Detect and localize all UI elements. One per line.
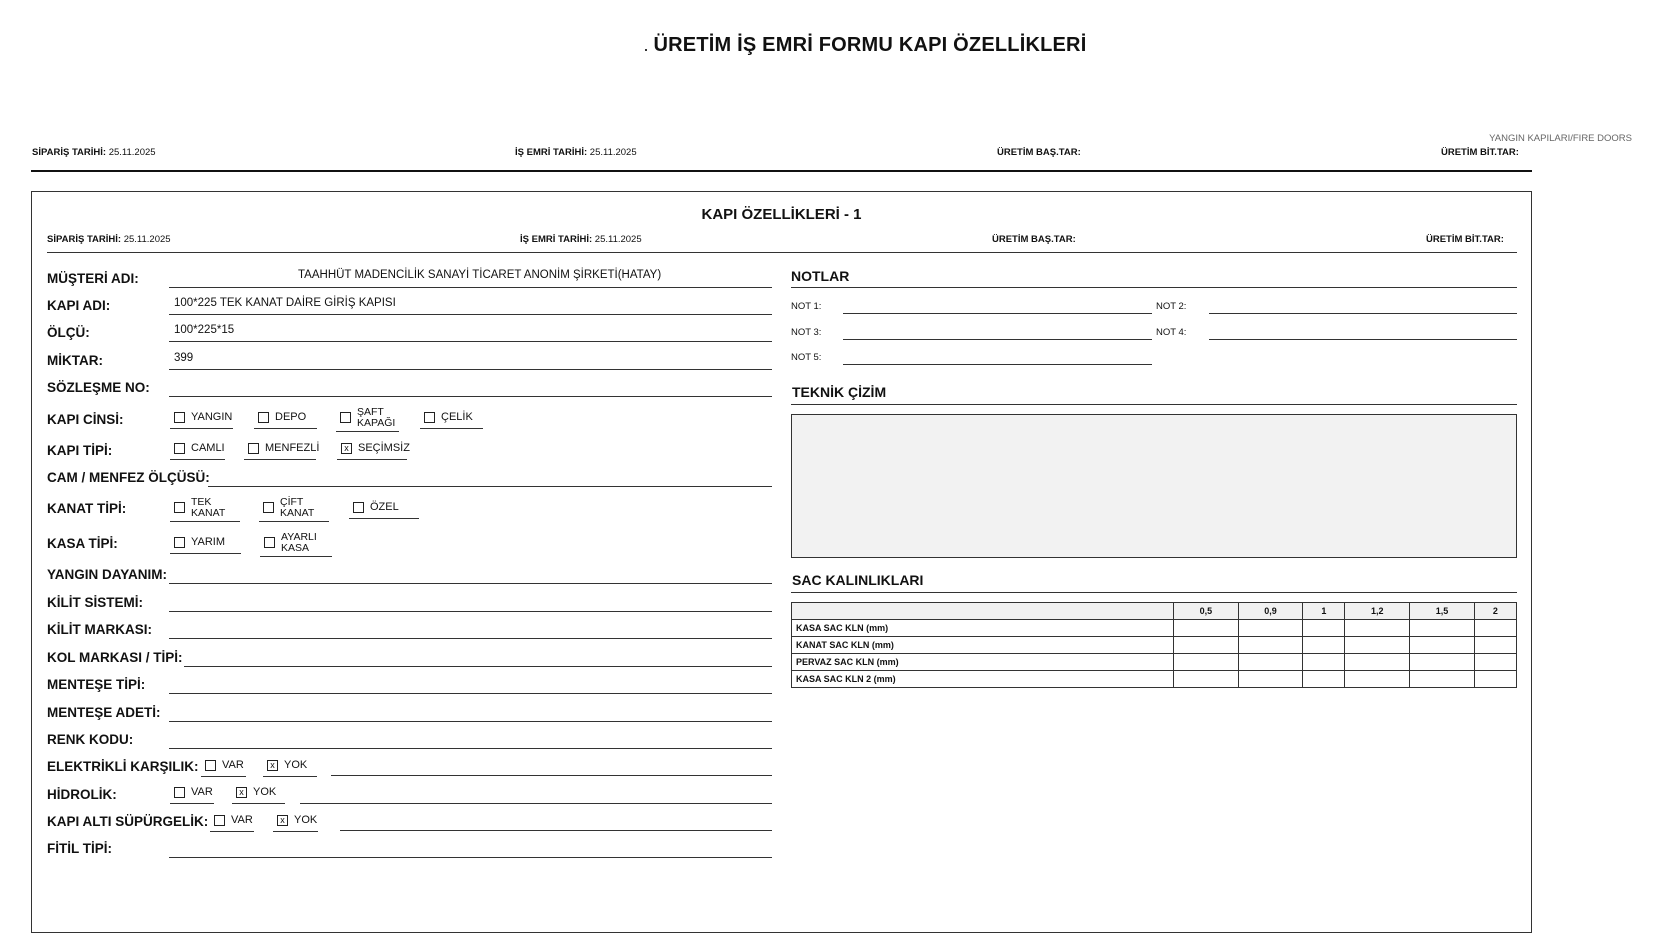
header-siparis (32, 147, 156, 158)
sac-cell[interactable] (1238, 620, 1303, 637)
option-text-line2: KANAT (191, 506, 226, 519)
sac-cell[interactable] (1303, 637, 1345, 654)
kapi-adi-field[interactable] (169, 314, 772, 315)
card-isemri-value: 25.11.2025 (594, 234, 642, 245)
miktar-field[interactable] (169, 369, 772, 370)
kapi-tipi-label: KAPI TİPİ: (47, 443, 113, 458)
supurgelik-option-label-1: VAR (231, 814, 253, 826)
elektrik-label: ELEKTRİKLİ KARŞILIK: (47, 759, 199, 774)
elektrik-checkbox-1[interactable] (205, 760, 216, 771)
kanat-tipi-checkbox-3[interactable] (353, 502, 364, 513)
sac-row-label: PERVAZ SAC KLN (mm) (792, 654, 1174, 671)
sac-cell[interactable] (1174, 637, 1239, 654)
not3-field[interactable] (843, 339, 1152, 340)
sac-column-header: 1,2 (1345, 603, 1410, 620)
sac-cell[interactable] (1303, 620, 1345, 637)
kapi-cinsi-option-underline-4 (420, 428, 483, 429)
sac-cell[interactable] (1474, 637, 1516, 654)
kapi-cinsi-option-label-4: ÇELİK (441, 411, 473, 423)
sac-cell[interactable] (1410, 671, 1475, 688)
kapi-tipi-checkbox-2[interactable] (248, 443, 259, 454)
kapi-tipi-checkbox-1[interactable] (174, 443, 185, 454)
not2-label: NOT 2: (1156, 301, 1187, 312)
supurgelik-field[interactable] (340, 830, 772, 831)
hidrolik-checkbox-2[interactable]: x (236, 787, 247, 798)
kanat-tipi-option-underline-2 (259, 521, 329, 522)
hidrolik-option-underline-2 (232, 803, 285, 804)
sac-column-header: 2 (1474, 603, 1516, 620)
elektrik-option-underline-2 (263, 776, 317, 777)
option-text-line2: KANAT (280, 506, 315, 519)
mentese-adeti-label: MENTEŞE ADETİ: (47, 705, 161, 720)
header-divider (31, 170, 1532, 172)
header-uretim-bit-label: ÜRETİM BİT.TAR: (1441, 147, 1519, 158)
not5-field[interactable] (843, 364, 1152, 365)
sac-column-header: 1 (1303, 603, 1345, 620)
kanat-tipi-option-label-1 (191, 497, 225, 518)
musteri-label: MÜŞTERİ ADI: (47, 271, 139, 286)
hidrolik-label: HİDROLİK: (47, 787, 117, 802)
not1-field[interactable] (843, 313, 1152, 314)
option-text-line1: ŞAFT (357, 406, 384, 418)
sac-corner-cell (792, 603, 1174, 620)
sozlesme-field[interactable] (169, 396, 772, 397)
card-isemri-label: İŞ EMRİ TARİHİ: (520, 234, 593, 245)
sac-header-row (792, 603, 1517, 620)
fitil-field[interactable] (169, 857, 772, 858)
sac-cell[interactable] (1238, 654, 1303, 671)
fitil-label: FİTİL TİPİ: (47, 841, 112, 856)
kapi-cinsi-option-label-3 (357, 407, 395, 428)
sac-cell[interactable] (1410, 620, 1475, 637)
olcu-value: 100*225*15 (174, 324, 235, 336)
sac-cell[interactable] (1345, 654, 1410, 671)
kanat-tipi-option-label-2 (280, 497, 314, 518)
sac-column-header: 0,9 (1238, 603, 1303, 620)
kapi-tipi-option-underline-1 (170, 459, 225, 460)
sac-cell[interactable] (1474, 620, 1516, 637)
not3-label: NOT 3: (791, 327, 822, 338)
header-isemri-label: İŞ EMRİ TARİHİ: (515, 147, 588, 158)
sac-column-header: 1,5 (1410, 603, 1475, 620)
kasa-tipi-label: KASA TİPİ: (47, 536, 118, 551)
musteri-field[interactable] (169, 287, 772, 288)
sac-row-label: KASA SAC KLN (mm) (792, 620, 1174, 637)
mentese-tipi-field[interactable] (169, 693, 772, 694)
kasa-tipi-option-label-1: YARIM (191, 536, 226, 548)
card-isemri (520, 234, 642, 245)
supurgelik-option-label-2: YOK (294, 814, 318, 826)
kanat-tipi-checkbox-1[interactable] (174, 502, 185, 513)
hidrolik-checkbox-1[interactable] (174, 787, 185, 798)
header-isemri (515, 147, 637, 158)
sac-cell[interactable] (1474, 671, 1516, 688)
elektrik-option-label-2: YOK (284, 759, 308, 771)
not5-label: NOT 5: (791, 352, 822, 363)
cam-field[interactable] (208, 486, 772, 487)
supurgelik-checkbox-1[interactable] (214, 815, 225, 826)
card-siparis (47, 234, 171, 245)
kanat-tipi-option-underline-3 (349, 518, 419, 519)
kapi-cinsi-checkbox-3[interactable] (340, 412, 351, 423)
kapi-tipi-checkbox-3[interactable]: x (341, 443, 352, 454)
kapi-cinsi-checkbox-2[interactable] (258, 412, 269, 423)
card-uretim-bit (1426, 234, 1504, 245)
sac-cell[interactable] (1303, 654, 1345, 671)
kanat-tipi-label: KANAT TİPİ: (47, 501, 127, 516)
card-uretim-bas (992, 234, 1076, 245)
teknik-divider (791, 404, 1517, 405)
sac-column-header: 0,5 (1174, 603, 1239, 620)
not2-field[interactable] (1209, 313, 1517, 314)
kanat-tipi-option-underline-1 (170, 521, 240, 522)
kanat-tipi-checkbox-2[interactable] (263, 502, 274, 513)
kapi-tipi-option-label-2: MENFEZLİ (265, 442, 320, 454)
sac-row (792, 637, 1517, 654)
option-text-line1: TEK (191, 496, 212, 508)
brand-text: YANGIN KAPILARI/FIRE DOORS (1489, 133, 1632, 144)
not4-field[interactable] (1209, 339, 1517, 340)
sac-row (792, 654, 1517, 671)
cam-label: CAM / MENFEZ ÖLÇÜSÜ: (47, 470, 210, 485)
sac-cell[interactable] (1174, 654, 1239, 671)
notes-divider (791, 287, 1517, 288)
sac-body (792, 620, 1517, 688)
sac-cell[interactable] (1238, 637, 1303, 654)
not4-label: NOT 4: (1156, 327, 1187, 338)
supurgelik-option-underline-1 (210, 831, 254, 832)
not1-label: NOT 1: (791, 301, 822, 312)
sac-row (792, 620, 1517, 637)
sac-cell[interactable] (1410, 637, 1475, 654)
olcu-field[interactable] (169, 341, 772, 342)
supurgelik-label: KAPI ALTI SÜPÜRGELİK: (47, 814, 209, 829)
elektrik-checkbox-2[interactable]: x (267, 760, 278, 771)
hidrolik-option-label-1: VAR (191, 786, 213, 798)
renk-field[interactable] (169, 748, 772, 749)
card-header-divider (47, 252, 1517, 253)
kapi-adi-value: 100*225 TEK KANAT DAİRE GİRİŞ KAPISI (174, 297, 396, 309)
kapi-cinsi-label: KAPI CİNSİ: (47, 412, 124, 427)
kapi-cinsi-option-underline-3 (336, 431, 399, 432)
kasa-tipi-checkbox-2[interactable] (264, 537, 275, 548)
header-uretim-bas (997, 147, 1081, 158)
header-siparis-label: SİPARİŞ TARİHİ: (32, 147, 107, 158)
sac-cell[interactable] (1345, 671, 1410, 688)
miktar-label: MİKTAR: (47, 353, 103, 368)
kapi-tipi-option-label-1: CAMLI (191, 442, 225, 454)
option-text-line1: ÇİFT (280, 496, 304, 508)
sac-row-label: KANAT SAC KLN (mm) (792, 637, 1174, 654)
kapi-cinsi-option-underline-2 (254, 428, 317, 429)
kilit-markasi-field[interactable] (169, 638, 772, 639)
sac-cell[interactable] (1345, 620, 1410, 637)
option-text-line1: AYARLI (281, 531, 317, 543)
mentese-adeti-field[interactable] (169, 721, 772, 722)
sac-cell[interactable] (1174, 671, 1239, 688)
notes-title: NOTLAR (791, 268, 850, 284)
sac-cell[interactable] (1474, 654, 1516, 671)
mentese-tipi-label: MENTEŞE TİPİ: (47, 677, 146, 692)
card-siparis-value: 25.11.2025 (123, 234, 171, 245)
kilit-sistemi-label: KİLİT SİSTEMİ: (47, 595, 143, 610)
sac-cell[interactable] (1174, 620, 1239, 637)
sac-cell[interactable] (1410, 654, 1475, 671)
kasa-tipi-option-underline-1 (170, 553, 241, 554)
teknik-drawing-area[interactable] (791, 414, 1517, 558)
sac-title: SAC KALINLIKLARI (792, 572, 924, 588)
option-text-line2: KAPAĞI (357, 416, 396, 429)
supurgelik-checkbox-2[interactable]: x (277, 815, 288, 826)
teknik-title: TEKNİK ÇİZİM (792, 384, 887, 400)
card-title: KAPI ÖZELLİKLERİ - 1 (701, 206, 862, 223)
elektrik-option-underline-1 (201, 776, 246, 777)
kasa-tipi-checkbox-1[interactable] (174, 537, 185, 548)
yangin-label: YANGIN DAYANIM: (47, 567, 168, 582)
sac-row (792, 671, 1517, 688)
kasa-tipi-option-label-2 (281, 532, 317, 553)
kol-label: KOL MARKASI / TİPİ: (47, 650, 183, 665)
kapi-cinsi-option-label-1: YANGIN (191, 411, 233, 423)
sac-row-label: KASA SAC KLN 2 (mm) (792, 671, 1174, 688)
header-uretim-bit (1441, 147, 1519, 158)
card-uretim-bit-label: ÜRETİM BİT.TAR: (1426, 234, 1504, 245)
elektrik-field[interactable] (331, 775, 772, 776)
kapi-tipi-option-underline-3 (337, 459, 407, 460)
miktar-value: 399 (174, 352, 194, 364)
kanat-tipi-option-label-3: ÖZEL (370, 501, 399, 513)
option-text-line2: KASA (281, 541, 310, 554)
kilit-sistemi-field[interactable] (169, 611, 772, 612)
kasa-tipi-option-underline-2 (260, 556, 332, 557)
sac-table (791, 602, 1517, 688)
kapi-cinsi-checkbox-4[interactable] (424, 412, 435, 423)
kapi-cinsi-checkbox-1[interactable] (174, 412, 185, 423)
renk-label: RENK KODU: (47, 732, 134, 747)
kapi-tipi-option-label-3: SEÇİMSİZ (358, 442, 410, 454)
kol-field[interactable] (184, 666, 772, 667)
musteri-value: TAAHHÜT MADENCİLİK SANAYİ TİCARET ANONİM ŞİRKETİ(HATAY) (298, 269, 662, 281)
sac-cell[interactable] (1303, 671, 1345, 688)
header-uretim-bas-label: ÜRETİM BAŞ.TAR: (997, 147, 1081, 158)
hidrolik-option-underline-1 (170, 803, 214, 804)
kapi-cinsi-option-label-2: DEPO (275, 411, 307, 423)
header-siparis-value: 25.11.2025 (108, 147, 156, 158)
sac-cell[interactable] (1345, 637, 1410, 654)
header-isemri-value: 25.11.2025 (589, 147, 637, 158)
card-uretim-bas-label: ÜRETİM BAŞ.TAR: (992, 234, 1076, 245)
sozlesme-label: SÖZLEŞME NO: (47, 380, 150, 395)
kapi-tipi-option-underline-2 (244, 459, 316, 460)
sac-cell[interactable] (1238, 671, 1303, 688)
page-title: ÜRETİM İŞ EMRİ FORMU KAPI ÖZELLİKLERİ (653, 34, 1087, 56)
kapi-adi-label: KAPI ADI: (47, 298, 111, 313)
yangin-field[interactable] (169, 583, 772, 584)
title-dot (645, 49, 647, 51)
card-siparis-label: SİPARİŞ TARİHİ: (47, 234, 122, 245)
supurgelik-option-underline-2 (273, 831, 318, 832)
hidrolik-field[interactable] (300, 803, 772, 804)
hidrolik-option-label-2: YOK (253, 786, 277, 798)
sac-divider (791, 592, 1517, 593)
olcu-label: ÖLÇÜ: (47, 325, 90, 340)
elektrik-option-label-1: VAR (222, 759, 244, 771)
kapi-cinsi-option-underline-1 (170, 428, 233, 429)
kilit-markasi-label: KİLİT MARKASI: (47, 622, 152, 637)
